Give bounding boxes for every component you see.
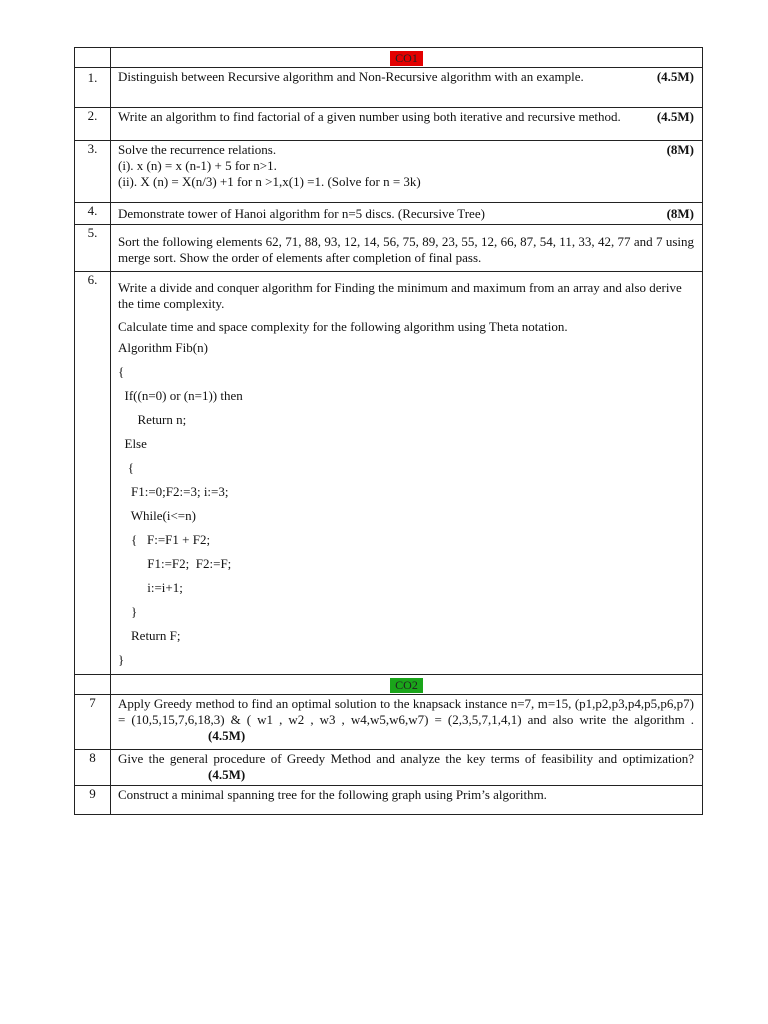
code-line: i:=i+1;	[118, 580, 183, 595]
question-text: Apply Greedy method to find an optimal solution to the knapsack instance n=7, m=15, (p1,p2,p3,p4,p5,p6,p7) = (10,5,15,7,6,18,3) & ( w1 , w2 , w3 , w4,w5,w6,w7) = (2,3,5,7,1,4,1) and also write the algorithm .	[118, 696, 694, 727]
question-8	[111, 750, 703, 786]
question-row-1	[75, 68, 703, 108]
code-line: While(i<=n)	[118, 508, 196, 523]
code-line: { F:=F1 + F2;	[118, 532, 211, 547]
question-9	[111, 786, 703, 815]
question-row-7	[75, 695, 703, 750]
code-line: If((n=0) or (n=1)) then	[118, 388, 243, 403]
co2-header-row	[75, 675, 703, 695]
question-row-9	[75, 786, 703, 815]
question-row-6	[75, 272, 703, 675]
question-text: Give the general procedure of Greedy Method and analyze the key terms of feasibility and optimization?	[118, 751, 694, 766]
marks: (4.5M)	[656, 69, 694, 84]
code-line: }	[118, 652, 125, 667]
question-3	[111, 141, 703, 203]
marks: (4.5M)	[208, 767, 246, 782]
question-4	[111, 203, 703, 225]
marks: (4.5M)	[656, 109, 694, 124]
question-row-4	[75, 203, 703, 225]
question-text: Write an algorithm to find factorial of a given number using both iterative and recursive method.	[118, 109, 621, 124]
question-number: 9	[75, 786, 111, 815]
question-number: 8	[75, 750, 111, 786]
co1-cell	[111, 48, 703, 68]
algorithm-code	[118, 336, 694, 672]
co2-label: CO2	[390, 678, 423, 693]
question-row-5	[75, 225, 703, 272]
question-5	[111, 225, 703, 272]
question-text: Write a divide and conquer algorithm for Finding the minimum and maximum from an array and also derive the time complexity.	[118, 280, 682, 311]
code-line: Algorithm Fib(n)	[118, 340, 208, 355]
marks: (8M)	[666, 206, 694, 221]
question-number: 6.	[75, 272, 111, 675]
code-line: Return n;	[118, 412, 187, 427]
question-text: Distinguish between Recursive algorithm and Non-Recursive algorithm with an example.	[118, 69, 584, 84]
question-text: Construct a minimal spanning tree for the following graph using Prim’s algorithm.	[118, 787, 547, 802]
question-7	[111, 695, 703, 750]
question-part-ii: (ii). X (n) = X(n/3) +1 for n >1,x(1) =1. (Solve for n = 3k)	[118, 174, 421, 189]
code-line: Return F;	[118, 628, 181, 643]
marks: (4.5M)	[208, 728, 246, 743]
question-2	[111, 108, 703, 141]
co1-header-row	[75, 48, 703, 68]
code-line: {	[118, 460, 134, 475]
question-text: Demonstrate tower of Hanoi algorithm for n=5 discs. (Recursive Tree)	[118, 206, 485, 221]
code-line: {	[118, 364, 125, 379]
question-number: 4.	[75, 203, 111, 225]
co1-empty-cell	[75, 48, 111, 68]
question-number: 7	[75, 695, 111, 750]
co2-cell	[111, 675, 703, 695]
code-line: F1:=F2; F2:=F;	[118, 556, 232, 571]
question-number: 1.	[75, 68, 111, 108]
code-line: Else	[118, 436, 147, 451]
question-6	[111, 272, 703, 675]
question-text: Sort the following elements 62, 71, 88, 93, 12, 14, 56, 75, 89, 23, 55, 12, 66, 87, 54, 11, 33, 42, 77 and 7 using merge sort. Show the order of elements after completion of final pass.	[118, 234, 694, 265]
question-row-3	[75, 141, 703, 203]
co1-label: CO1	[390, 51, 423, 66]
question-number: 3.	[75, 141, 111, 203]
question-number: 2.	[75, 108, 111, 141]
question-text: Solve the recurrence relations.	[118, 142, 277, 157]
question-number: 5.	[75, 225, 111, 272]
question-row-8	[75, 750, 703, 786]
question-text-2: Calculate time and space complexity for the following algorithm using Theta notation.	[118, 319, 568, 334]
code-line: F1:=0;F2:=3; i:=3;	[118, 484, 229, 499]
question-part-i: (i). x (n) = x (n-1) + 5 for n>1.	[118, 158, 277, 173]
marks: (8M)	[666, 142, 694, 157]
question-table	[74, 47, 703, 815]
question-row-2	[75, 108, 703, 141]
co2-empty-cell	[75, 675, 111, 695]
code-line: }	[118, 604, 138, 619]
question-1	[111, 68, 703, 108]
